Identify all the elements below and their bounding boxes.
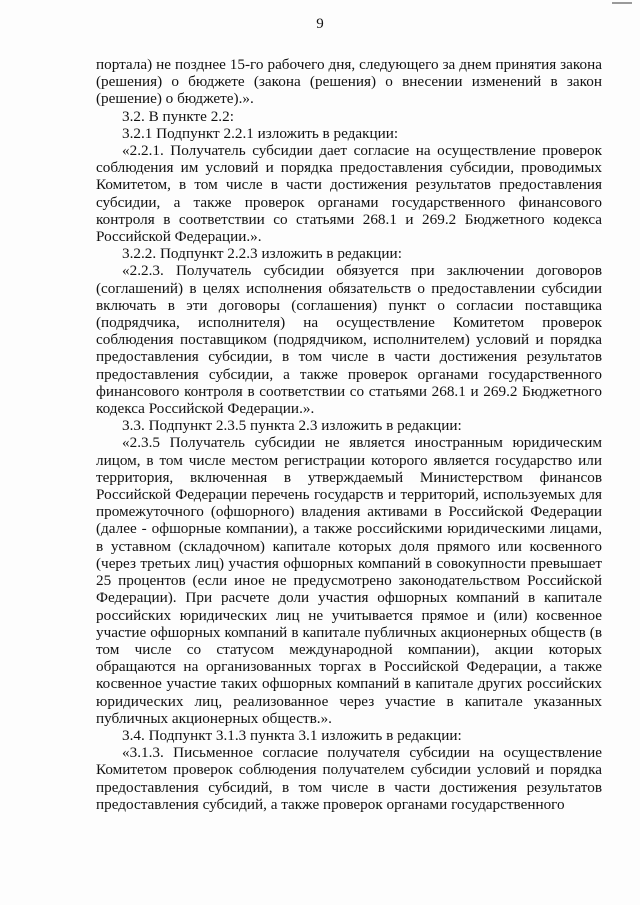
paragraph-2-2-3-text: «2.2.3. Получатель субсидии обязуется при заключении договоров (соглашений) в целях исполнения обязательств о предоставлении субсидии включать в эти договоры (соглашения) пункт о согласии поставщика (подрядчика, исполнителя) на осуществление Комитетом проверок соблюдения поставщиком (подрядчиком, исполнителем) условий и порядка предоставления субсидии, в том числе в части достижения результатов предоставления субсидии, а также проверок органами государственного финансового контроля в соответствии со статьями 268.1 и 269.2 Бюджетного кодекса Российской Федерации.». [96,262,602,418]
paragraph-continuation: портала) не позднее 15-го рабочего дня, следующего за днем принятия закона (решения) о бюджете (закона (решения) о внесении изменений в закон (решение) о бюджете).». [96,56,602,108]
paragraph-3-2-heading: 3.2. В пункте 2.2: [122,107,234,125]
paragraph-2-2-1-text: «2.2.1. Получатель субсидии дает согласие на осуществление проверок соблюдения им условий и порядка предоставления субсидии, проводимых Комитетом, в том числе в части достижения результатов предоставления субсидии, а также проверок органами государственного финансового контроля в соответствии со статьями 268.1 и 269.2 Бюджетного кодекса Российской Федерации.». [96,142,602,246]
paragraph-3-1-3-text: «3.1.3. Письменное согласие получателя субсидии на осуществление Комитетом проверок соблюдения получателем субсидии условий и порядка предоставления субсидий, в том числе в части достижения результатов предоставления субсидий, а также проверок органами государственного [96,744,602,813]
scan-edge-mark [612,2,632,4]
paragraph-3-3-heading: 3.3. Подпункт 2.3.5 пункта 2.3 изложить в редакции: [122,417,462,435]
paragraph-3-2-2-heading: 3.2.2. Подпункт 2.2.3 изложить в редакции: [122,245,402,263]
paragraph-2-3-5-text: «2.3.5 Получатель субсидии не является иностранным юридическим лицом, в том числе местом регистрации которого является государство или территория, включенная в утверждаемый Министерством финансов Российской Федерации перечень государств и территорий, используемых для промежуточного (офшорного) владения активами в Российской Федерации (далее - офшорные компании), а также российскими юридическими лицами, в уставном (складочном) капитале которых доля прямого или косвенного (через третьих лиц) участия офшорных компаний в совокупности превышает 25 процентов (если иное не предусмотрено законодательством Российской Федерации). При расчете доли участия офшорных компаний в капитале российских юридических лиц не учитывается прямое и (или) косвенное участие офшорных компаний в капитале публичных акционерных обществ (в том числе со статусом международной компании), акции которых обращаются на организованных торгах в Российской Федерации, а также косвенное участие таких офшорных компаний в капитале других российских юридических лиц, реализованное через участие в капитале указанных публичных акционерных обществ.». [96,434,602,727]
document-body [96,56,602,813]
paragraph-3-4-heading: 3.4. Подпункт 3.1.3 пункта 3.1 изложить в редакции: [122,726,462,744]
paragraph-3-2-1-heading: 3.2.1 Подпункт 2.2.1 изложить в редакции: [122,124,399,142]
page-number: 9 [316,16,324,32]
